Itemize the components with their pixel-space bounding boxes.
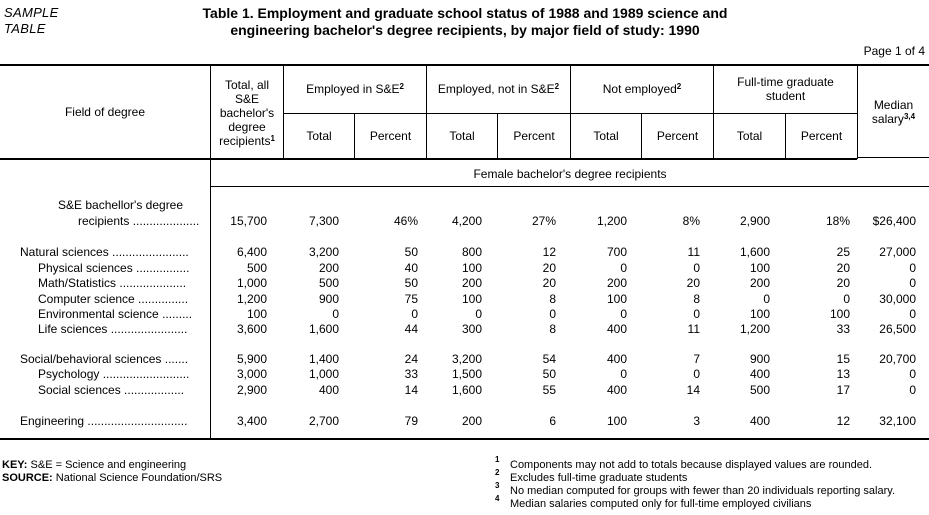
cell-not-employed-percent: 20 bbox=[686, 276, 700, 290]
cell-not-se-percent: 20 bbox=[542, 261, 556, 275]
cell-se-percent: 75 bbox=[404, 292, 418, 306]
row-label-se-total-l2-text: recipients bbox=[78, 214, 130, 228]
section-label-female: Female bachelor's degree recipients bbox=[473, 167, 667, 181]
cell-not-se-total: 100 bbox=[461, 292, 482, 306]
row-dots: .......................... bbox=[99, 367, 190, 381]
header-employed-not-se-text: Employed, not in S&E bbox=[437, 82, 555, 96]
header-employed-se bbox=[284, 65, 426, 113]
cell-grad-percent: 0 bbox=[843, 292, 850, 306]
footnote-ref-2c: 2 bbox=[676, 82, 682, 91]
header-field-of-degree bbox=[0, 65, 210, 158]
row-dots: .................. bbox=[120, 383, 185, 397]
cell-total-all: 3,400 bbox=[236, 414, 267, 428]
cell-median-salary: 0 bbox=[909, 367, 916, 381]
header-fulltime-grad-l2: student bbox=[765, 89, 806, 103]
cell-not-se-percent: 20 bbox=[542, 276, 556, 290]
cell-not-employed-total: 0 bbox=[620, 367, 627, 381]
cell-not-se-total: 1,600 bbox=[451, 383, 482, 397]
cell-grad-total: 200 bbox=[749, 276, 770, 290]
cell-not-employed-percent: 14 bbox=[686, 383, 700, 397]
header-total-all-l5: recipients bbox=[219, 133, 271, 148]
cell-not-employed-percent: 0 bbox=[693, 261, 700, 275]
footer-key-label: KEY: bbox=[2, 459, 28, 471]
cell-not-se-total: 800 bbox=[461, 245, 482, 259]
footer-source-label: SOURCE: bbox=[2, 472, 53, 484]
subheader-percent-4: Percent bbox=[800, 129, 843, 143]
cell-median-salary: 20,700 bbox=[879, 352, 916, 366]
row-dots: ............... bbox=[134, 292, 189, 306]
cell-grad-percent: 15 bbox=[836, 352, 850, 366]
cell-not-se-total: 200 bbox=[461, 276, 482, 290]
row-dots: ....................... bbox=[107, 322, 188, 336]
cell-grad-total: 0 bbox=[763, 292, 770, 306]
cell-se-total: 1,000 bbox=[308, 367, 339, 381]
cell-grad-percent: 13 bbox=[836, 367, 850, 381]
footer-source bbox=[2, 472, 222, 485]
footer-source-text: National Science Foundation/SRS bbox=[52, 472, 223, 484]
cell-se-total: 7,300 bbox=[308, 214, 339, 228]
row-dots: .................... bbox=[116, 276, 187, 290]
cell-not-se-percent: 8 bbox=[549, 322, 556, 336]
row-dots-0: .................... bbox=[129, 214, 200, 228]
cell-grad-percent: 33 bbox=[836, 322, 850, 336]
subheader-percent-2: Percent bbox=[513, 129, 555, 143]
cell-not-se-total: 200 bbox=[461, 414, 482, 428]
table-bottom-rule bbox=[0, 438, 929, 440]
cell-se-total: 900 bbox=[318, 292, 339, 306]
cell-not-employed-total: 400 bbox=[606, 322, 627, 336]
cell-grad-total: 500 bbox=[749, 383, 770, 397]
footnote-ref-34: 3,4 bbox=[903, 112, 916, 121]
row-label-social-behavioral bbox=[20, 352, 208, 366]
table-row-life-sciences bbox=[0, 322, 929, 337]
table-row-social-sciences bbox=[0, 383, 929, 398]
header-median-salary bbox=[858, 94, 929, 130]
cell-grad-percent: 20 bbox=[836, 261, 850, 275]
cell-not-se-total: 300 bbox=[461, 322, 482, 336]
cell-not-employed-percent: 3 bbox=[693, 414, 700, 428]
cell-median-salary: $26,400 bbox=[872, 214, 916, 228]
footnote-ref-1: 1 bbox=[270, 133, 275, 143]
cell-not-employed-total: 200 bbox=[606, 276, 627, 290]
row-label-text: Math/Statistics bbox=[38, 276, 117, 290]
row-dots: ....................... bbox=[108, 245, 189, 259]
header-total-all-l4: degree bbox=[228, 119, 266, 134]
header-field-text: Field of degree bbox=[64, 104, 146, 119]
page-indicator: Page 1 of 4 bbox=[863, 44, 925, 58]
cell-grad-total: 400 bbox=[749, 414, 770, 428]
cell-not-employed-percent: 8% bbox=[682, 214, 700, 228]
footnote-num-3: 3 bbox=[495, 481, 500, 490]
row-label-text: Environmental science bbox=[38, 307, 159, 321]
table-row-natural-sciences bbox=[0, 245, 929, 260]
cell-grad-percent: 100 bbox=[829, 307, 850, 321]
cell-not-employed-percent: 0 bbox=[693, 367, 700, 381]
section-rule bbox=[210, 186, 929, 187]
subheader-total-4: Total bbox=[736, 129, 763, 143]
cell-not-se-total: 4,200 bbox=[451, 214, 482, 228]
cell-median-salary: 0 bbox=[909, 276, 916, 290]
footnote-text-3: No median computed for groups with fewer than 20 individuals reporting salary. bbox=[510, 485, 895, 497]
row-label-psychology bbox=[38, 367, 208, 381]
footer-key-text: S&E = Science and engineering bbox=[27, 459, 187, 471]
cell-grad-total: 100 bbox=[749, 261, 770, 275]
subheader-percent-3: Percent bbox=[656, 129, 699, 143]
subheader-total-2: Total bbox=[449, 129, 475, 143]
table-row-engineering bbox=[0, 414, 929, 429]
header-not-employed bbox=[571, 65, 713, 113]
cell-grad-total: 100 bbox=[749, 307, 770, 321]
cell-not-employed-total: 400 bbox=[606, 352, 627, 366]
header-median-l1: Median bbox=[873, 98, 914, 112]
cell-se-total: 400 bbox=[318, 383, 339, 397]
table-title bbox=[150, 5, 780, 39]
cell-grad-total: 1,200 bbox=[739, 322, 770, 336]
cell-total-all: 3,600 bbox=[236, 322, 267, 336]
subheader-total-3: Total bbox=[593, 129, 619, 143]
cell-grad-percent: 25 bbox=[836, 245, 850, 259]
cell-median-salary: 0 bbox=[909, 307, 916, 321]
header-total-all-l1: Total, all bbox=[224, 77, 270, 92]
cell-not-se-total: 3,200 bbox=[451, 352, 482, 366]
cell-median-salary: 26,500 bbox=[879, 322, 916, 336]
cell-not-employed-total: 400 bbox=[606, 383, 627, 397]
sample-table-label bbox=[4, 5, 59, 37]
table-row-se-total bbox=[0, 214, 929, 229]
table-row-social-behavioral bbox=[0, 352, 929, 367]
row-label-se-total-l1: S&E bachellor's degree bbox=[58, 198, 184, 212]
cell-total-all: 1,000 bbox=[236, 276, 267, 290]
table-row-math-statistics bbox=[0, 276, 929, 291]
cell-total-all: 5,900 bbox=[236, 352, 267, 366]
row-label-engineering bbox=[20, 414, 208, 428]
header-total-all-l2: S&E bbox=[234, 91, 259, 106]
cell-not-se-total: 0 bbox=[475, 307, 482, 321]
header-employed-not-se bbox=[427, 65, 570, 113]
cell-total-all: 3,000 bbox=[236, 367, 267, 381]
cell-se-percent: 79 bbox=[404, 414, 418, 428]
cell-not-se-total: 100 bbox=[461, 261, 482, 275]
cell-not-employed-percent: 11 bbox=[687, 322, 700, 336]
row-label-text: Computer science bbox=[38, 292, 135, 306]
row-label-text: Social/behavioral sciences bbox=[20, 352, 162, 366]
table-row-physical-sciences bbox=[0, 261, 929, 276]
cell-grad-percent: 18% bbox=[825, 214, 850, 228]
row-dots: .............................. bbox=[84, 414, 188, 428]
cell-se-percent: 40 bbox=[404, 261, 418, 275]
row-dots: ................ bbox=[132, 261, 190, 275]
header-median-l2: salary bbox=[871, 112, 904, 126]
row-label-text: Natural sciences bbox=[20, 245, 109, 259]
cell-se-total: 0 bbox=[332, 307, 339, 321]
cell-se-percent: 46% bbox=[393, 214, 418, 228]
cell-not-employed-total: 0 bbox=[620, 261, 627, 275]
footnote-text-4: Median salaries computed only for full-time employed civilians bbox=[510, 498, 812, 510]
cell-median-salary: 27,000 bbox=[879, 245, 916, 259]
cell-grad-percent: 17 bbox=[836, 383, 850, 397]
cell-not-se-percent: 55 bbox=[542, 383, 556, 397]
row-dots: ....... bbox=[161, 352, 189, 366]
cell-grad-total: 400 bbox=[749, 367, 770, 381]
cell-median-salary: 0 bbox=[909, 261, 916, 275]
subheader-total-1: Total bbox=[306, 129, 332, 143]
footnote-num-4: 4 bbox=[495, 494, 500, 503]
header-not-employed-text: Not employed bbox=[602, 82, 677, 96]
cell-not-employed-percent: 7 bbox=[693, 352, 700, 366]
cell-not-se-percent: 8 bbox=[549, 292, 556, 306]
row-label-math-statistics bbox=[38, 276, 208, 290]
row-label-text: Physical sciences bbox=[38, 261, 133, 275]
footnote-text-2: Excludes full-time graduate students bbox=[510, 472, 688, 484]
row-label-text: Life sciences bbox=[38, 322, 108, 336]
cell-total-all: 2,900 bbox=[236, 383, 267, 397]
cell-median-salary: 30,000 bbox=[879, 292, 916, 306]
cell-se-total: 3,200 bbox=[308, 245, 339, 259]
cell-total-all: 1,200 bbox=[236, 292, 267, 306]
cell-se-percent: 50 bbox=[404, 276, 418, 290]
row-label-environmental-science bbox=[38, 307, 208, 321]
cell-se-percent: 44 bbox=[404, 322, 418, 336]
cell-total-all: 500 bbox=[246, 261, 267, 275]
cell-not-employed-total: 100 bbox=[606, 414, 627, 428]
header-total-all bbox=[211, 70, 283, 155]
cell-se-total: 200 bbox=[318, 261, 339, 275]
cell-not-se-percent: 12 bbox=[542, 245, 556, 259]
footnote-num-2: 2 bbox=[495, 468, 500, 477]
cell-not-employed-percent: 8 bbox=[693, 292, 700, 306]
cell-se-total: 1,400 bbox=[308, 352, 339, 366]
cell-not-employed-percent: 0 bbox=[693, 307, 700, 321]
row-label-natural-sciences bbox=[20, 245, 208, 259]
row-label-physical-sciences bbox=[38, 261, 208, 275]
table-row-psychology bbox=[0, 367, 929, 382]
cell-se-percent: 14 bbox=[404, 383, 418, 397]
table-row-environmental-science bbox=[0, 307, 929, 322]
cell-not-se-percent: 27% bbox=[531, 214, 556, 228]
footnote-ref-2a: 2 bbox=[399, 82, 404, 91]
cell-not-employed-total: 700 bbox=[606, 245, 627, 259]
header-total-all-l3: bachelor's bbox=[219, 105, 275, 120]
cell-not-employed-percent: 11 bbox=[687, 245, 700, 259]
cell-se-total: 2,700 bbox=[308, 414, 339, 428]
sample-label-line2: TABLE bbox=[4, 21, 46, 36]
cell-grad-total: 1,600 bbox=[739, 245, 770, 259]
row-label-computer-science bbox=[38, 292, 208, 306]
table-title-line2: engineering bachelor's degree recipients, by major field of study: 1990 bbox=[230, 22, 700, 38]
table-row-computer-science bbox=[0, 292, 929, 307]
footnote-ref-2b: 2 bbox=[554, 82, 560, 91]
header-bottom-rule bbox=[0, 158, 857, 160]
cell-not-se-percent: 54 bbox=[542, 352, 556, 366]
footnote-text-1: Components may not add to totals because displayed values are rounded. bbox=[510, 459, 873, 471]
cell-not-se-percent: 50 bbox=[542, 367, 556, 381]
header-fulltime-grad-l1: Full-time graduate bbox=[737, 75, 834, 89]
row-label-text: Psychology bbox=[38, 367, 100, 381]
cell-not-employed-total: 100 bbox=[606, 292, 627, 306]
footnote-num-1: 1 bbox=[495, 455, 500, 464]
header-fulltime-grad bbox=[714, 65, 857, 113]
cell-not-se-percent: 6 bbox=[549, 414, 556, 428]
cell-se-total: 1,600 bbox=[308, 322, 339, 336]
cell-not-se-percent: 0 bbox=[549, 307, 556, 321]
header-employed-se-text: Employed in S&E bbox=[306, 82, 400, 96]
cell-total-all: 6,400 bbox=[236, 245, 267, 259]
cell-median-salary: 0 bbox=[909, 383, 916, 397]
cell-se-percent: 50 bbox=[404, 245, 418, 259]
cell-se-percent: 33 bbox=[404, 367, 418, 381]
cell-grad-total: 2,900 bbox=[739, 214, 770, 228]
cell-se-total: 500 bbox=[318, 276, 339, 290]
cell-not-employed-total: 0 bbox=[620, 307, 627, 321]
cell-grad-total: 900 bbox=[749, 352, 770, 366]
cell-se-percent: 24 bbox=[404, 352, 418, 366]
cell-grad-percent: 20 bbox=[836, 276, 850, 290]
cell-not-se-total: 1,500 bbox=[451, 367, 482, 381]
row-dots: ......... bbox=[158, 307, 193, 321]
row-label-text: Engineering bbox=[20, 414, 85, 428]
cell-total-all: 15,700 bbox=[230, 214, 267, 228]
cell-not-employed-total: 1,200 bbox=[596, 214, 627, 228]
median-header-rule bbox=[857, 157, 929, 158]
cell-median-salary: 32,100 bbox=[879, 414, 916, 428]
cell-se-percent: 0 bbox=[411, 307, 418, 321]
sample-label-line1: SAMPLE bbox=[4, 5, 59, 20]
table-title-line1: Table 1. Employment and graduate school status of 1988 and 1989 science and bbox=[202, 5, 728, 21]
subheader-percent-1: Percent bbox=[369, 129, 412, 143]
row-label-text: Social sciences bbox=[38, 383, 121, 397]
cell-total-all: 100 bbox=[246, 307, 267, 321]
footer-key bbox=[2, 459, 186, 472]
row-label-life-sciences bbox=[38, 322, 208, 336]
row-label-social-sciences bbox=[38, 383, 208, 397]
cell-grad-percent: 12 bbox=[836, 414, 850, 428]
